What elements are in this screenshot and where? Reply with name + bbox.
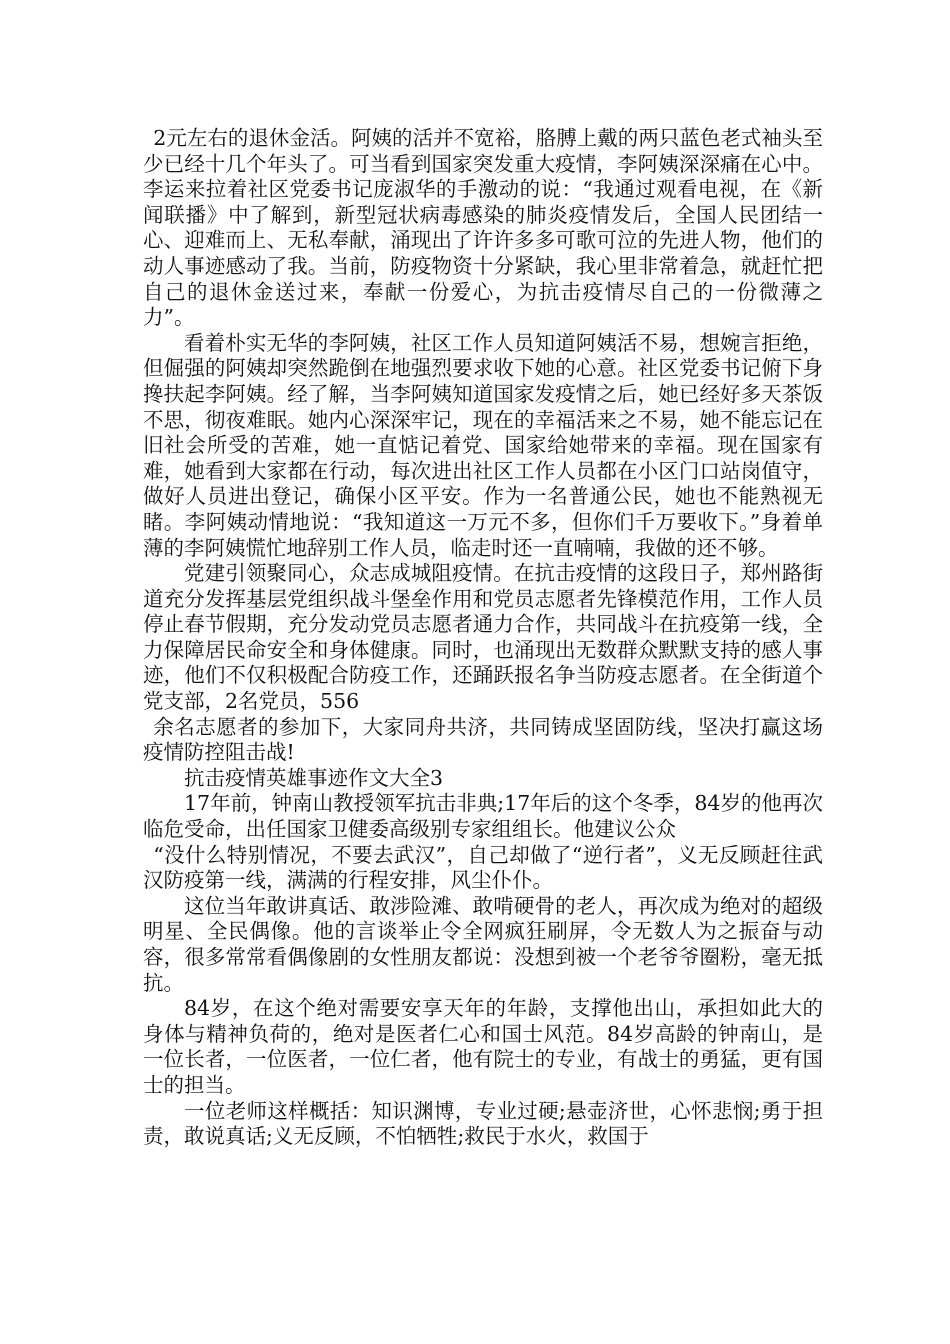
paragraph-8: 84岁，在这个绝对需要安享天年的年龄，支撑他出山，承担如此大的身体与精神负荷的，绝对是医者仁心和国士风范。84岁高龄的钟南山，是一位长者，一位医者，一位仁者，他有院士的专业，有战士的勇猛，更有国士的担当。 xyxy=(143,996,823,1097)
paragraph-7: 这位当年敢讲真话、敢涉险滩、敢啃硬骨的老人，再次成为绝对的超级明星、全民偶像。他的言谈举止令全网疯狂刷屏，令无数人为之振奋与动容，很多常常看偶像剧的女性朋友都说：没想到被一个老爷爷圈粉，毫无抵抗。 xyxy=(143,893,823,995)
paragraph-9: 一位老师这样概括：知识渊博，专业过硬;悬壶济世，心怀悲悯;勇于担责，敢说真话;义无反顾，不怕牺牲;救民于水火，救国于 xyxy=(143,1098,823,1149)
paragraph-1: 2元左右的退休金活。阿姨的活并不宽裕，胳膊上戴的两只蓝色老式袖头至少已经十几个年头了。可当看到国家突发重大疫情，李阿姨深深痛在心中。李运来拉着社区党委书记庞淑华的手激动的说：“我通过观看电视，在《新闻联播》中了解到，新型冠状病毒感染的肺炎疫情发后，全国人民团结一心、迎难而上、无私奉献，涌现出了许许多多可歌可泣的先进人物，他们的动人事迹感动了我。当前，防疫物资十分紧缺，我心里非常着急，就赶忙把自己的退休金送过来，奉献一份爱心，为抗击疫情尽自己的一份微薄之力”。 xyxy=(143,126,823,330)
document-body xyxy=(143,126,823,1150)
paragraph-5: 17年前，钟南山教授领军抗击非典;17年后的这个冬季，84岁的他再次临危受命，出任国家卫健委高级别专家组组长。他建议公众 xyxy=(143,791,823,842)
paragraph-4: 余名志愿者的参加下，大家同舟共济，共同铸成坚固防线，坚决打赢这场疫情防控阻击战! xyxy=(143,714,823,765)
paragraph-3: 党建引领聚同心，众志成城阻疫情。在抗击疫情的这段日子，郑州路街道充分发挥基层党组织战斗堡垒作用和党员志愿者先锋模范作用，工作人员停止春节假期，充分发动党员志愿者通力合作，共同战斗在抗疫第一线，全力保障居民命安全和身体健康。同时，也涌现出无数群众默默支持的感人事迹，他们不仅积极配合防疫工作，还踊跃报名争当防疫志愿者。在全街道个党支部，2名党员，556 xyxy=(143,561,823,714)
paragraph-6: “没什么特别情况，不要去武汉”，自己却做了“逆行者”，义无反顾赶往武汉防疫第一线，满满的行程安排，风尘仆仆。 xyxy=(143,842,823,893)
section-heading: 抗击疫情英雄事迹作文大全3 xyxy=(184,765,444,790)
paragraph-2: 看着朴实无华的李阿姨，社区工作人员知道阿姨活不易，想婉言拒绝，但倔强的阿姨却突然跪倒在地强烈要求收下她的心意。社区党委书记俯下身搀扶起李阿姨。经了解，当李阿姨知道国家发疫情之后，她已经好多天茶饭不思，彻夜难眠。她内心深深牢记，现在的幸福活来之不易，她不能忘记在旧社会所受的苦难，她一直惦记着党、国家给她带来的幸福。现在国家有难，她看到大家都在行动，每次进出社区工作人员都在小区门口站岗值守，做好人员进出登记，确保小区平安。作为一名普通公民，她也不能熟视无睹。李阿姨动情地说：“我知道这一万元不多，但你们千万要收下。”身着单薄的李阿姨慌忙地辞别工作人员，临走时还一直喃喃，我做的还不够。 xyxy=(143,330,823,560)
